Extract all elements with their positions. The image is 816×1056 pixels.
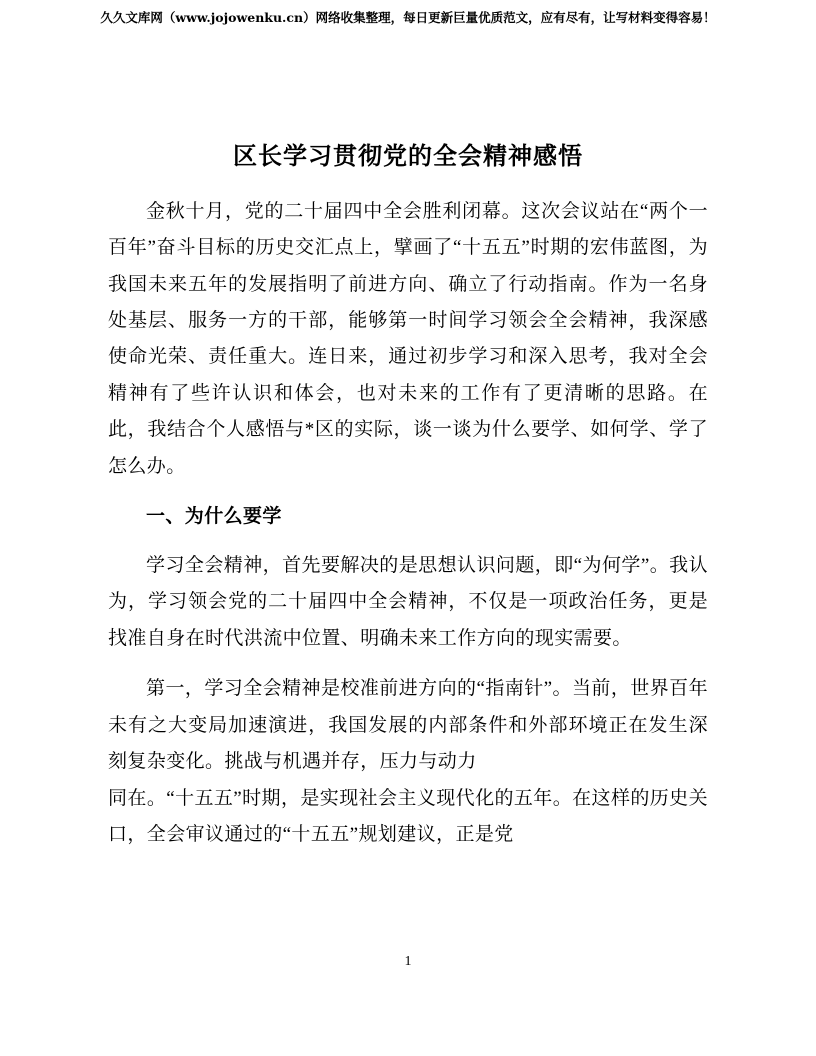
paragraph-why-learn: 学习全会精神，首先要解决的是思想认识问题，即“为何学”。我认为，学习领会党的二十届四中全会精神，不仅是一项政治任务，更是找准自身在时代洪流中位置、明确未来工作方向的现实需要。 — [108, 554, 708, 649]
page-number: 1 — [404, 954, 412, 969]
paragraph-continued: 同在。“十五五”时期，是实现社会主义现代化的五年。在这样的历史关口，全会审议通过的“十五五”规划建议，正是党 — [108, 787, 708, 846]
paragraph-intro: 金秋十月，党的二十届四中全会胜利闭幕。这次会议站在“两个一百年”奋斗目标的历史交汇点上，擘画了“十五五”时期的宏伟蓝图，为我国未来五年的发展指明了前进方向、确立了行动指南。作为一名身处基层、服务一方的干部，能够第一时间学习领会全会精神，我深感使命光荣、责任重大。连日来，通过初步学习和深入思考，我对全会精神有了些许认识和体会，也对未来的工作有了更清晰的思路。在此，我结合个人感悟与*区的实际，谈一谈为什么要学、如何学、学了怎么办。 — [108, 200, 708, 477]
document-body — [108, 140, 708, 868]
watermark-text: 久久文库网（www.jojowenku.cn）网络收集整理，每日更新巨量优质范文，应有尽有，让写材料变得容易！ — [100, 10, 716, 25]
page-title: 区长学习贯彻党的全会精神感悟 — [233, 143, 583, 170]
paragraph-first-point: 第一，学习全会精神是校准前进方向的“指南针”。当前，世界百年未有之大变局加速演进，我国发展的内部条件和外部环境正在发生深刻复杂变化。挑战与机遇并存，压力与动力 — [108, 678, 708, 773]
section-heading-1: 一、为什么要学 — [146, 506, 282, 528]
